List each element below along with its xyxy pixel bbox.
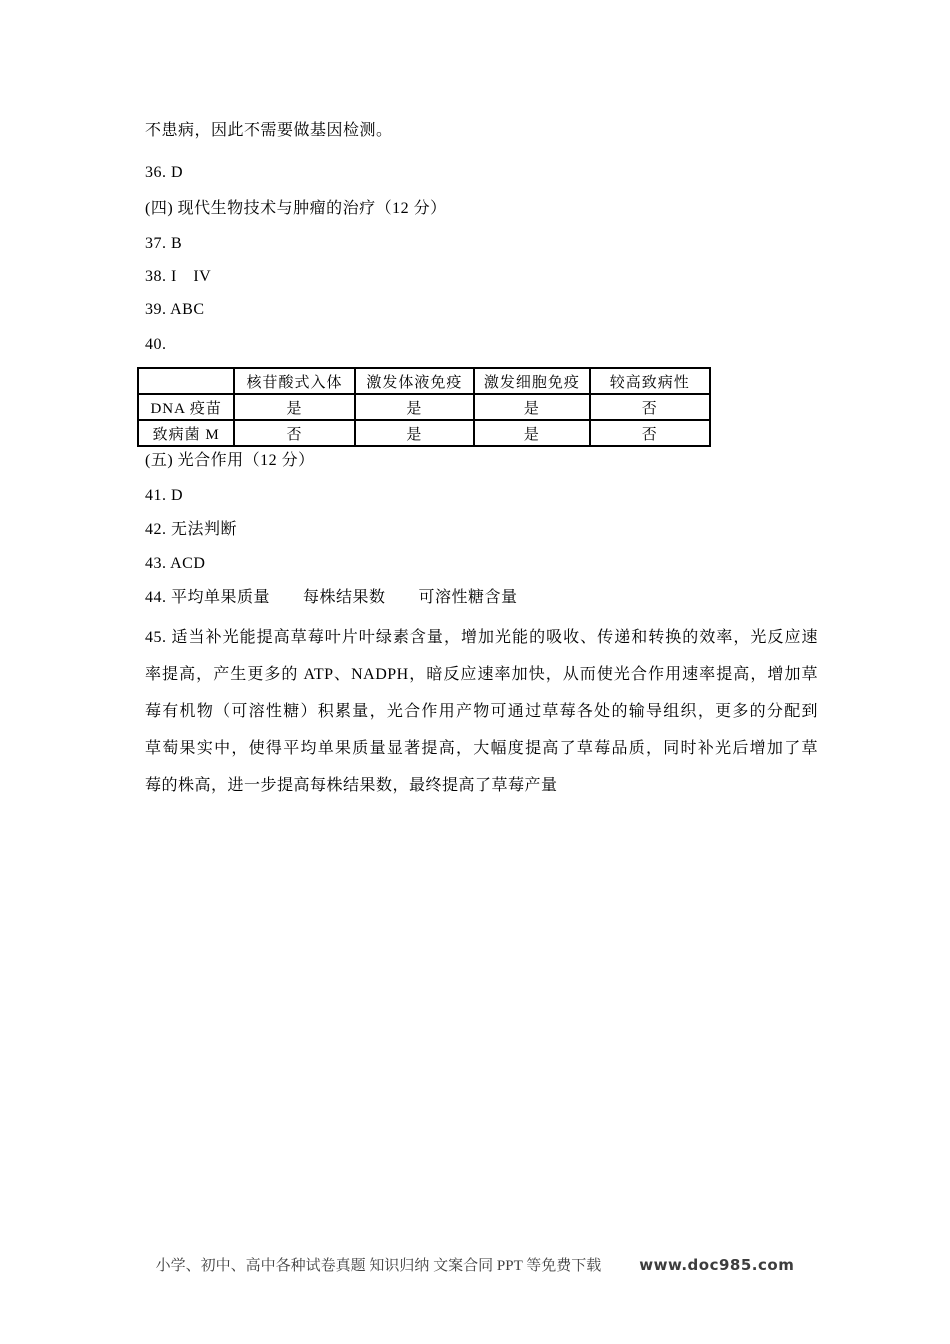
- answer-line-37: 37. B: [145, 235, 183, 252]
- table-header-row: [138, 368, 710, 394]
- section-heading-4: (四) 现代生物技术与肿瘤的治疗（12 分）: [145, 200, 447, 217]
- answer-line-41: 41. D: [145, 487, 184, 504]
- table-cell: 是: [234, 394, 354, 420]
- table-cell: 否: [234, 420, 354, 446]
- table-cell: 否: [590, 420, 710, 446]
- table-header-humoral-immunity: 激发体液免疫: [355, 368, 474, 394]
- answer-45-line: 率提高，产生更多的 ATP、NADPH，暗反应速率加快，从而使光合作用速率提高，增加草: [145, 666, 818, 683]
- answer-line-39: 39. ABC: [145, 301, 205, 318]
- table-cell: 否: [590, 394, 710, 420]
- answer-45-line: 草萄果实中，使得平均单果质量显著提高，大幅度提高了草莓品质，同时补光后增加了草: [145, 740, 818, 757]
- answer-paragraph-45: [145, 627, 818, 812]
- answer-line-40: 40.: [145, 336, 167, 353]
- question-40-answer-table: [137, 367, 711, 447]
- answer-45-line: 莓有机物（可溶性糖）积累量，光合作用产物可通过草莓各处的输导组织，更多的分配到: [145, 703, 818, 720]
- table-header-pathogenicity: 较高致病性: [590, 368, 710, 394]
- footer-promo-text: 小学、初中、高中各种试卷真题 知识归纳 文案合同 PPT 等免费下载: [155, 1258, 602, 1274]
- section-heading-5: (五) 光合作用（12 分）: [145, 452, 315, 469]
- answer-line-36: 36. D: [145, 164, 184, 181]
- answer-line-43: 43. ACD: [145, 555, 206, 572]
- answer-text-continuation: 不患病，因此不需要做基因检测。: [145, 122, 393, 139]
- answer-45-line: 45. 适当补光能提高草莓叶片叶绿素含量，增加光能的吸收、传递和转换的效率，光反应速: [145, 629, 818, 646]
- answer-45-line: 莓的株高，进一步提高每株结果数，最终提高了草莓产量: [145, 777, 558, 794]
- table-header-nucleotide: 核苷酸式入体: [234, 368, 354, 394]
- table-cell: 是: [355, 420, 474, 446]
- answer-line-42: 42. 无法判断: [145, 521, 238, 538]
- table-cell: 是: [474, 394, 589, 420]
- table-header-empty: [138, 368, 234, 394]
- table-cell: 是: [474, 420, 589, 446]
- table-header-cellular-immunity: 激发细胞免疫: [474, 368, 589, 394]
- answer-line-38: 38. I IV: [145, 268, 212, 285]
- row-label: 致病菌 M: [138, 420, 234, 446]
- table-row-pathogen-m: [138, 420, 710, 446]
- page-footer: [0, 1254, 950, 1275]
- table-cell: 是: [355, 394, 474, 420]
- answer-line-44: 44. 平均单果质量 每株结果数 可溶性糖含量: [145, 589, 518, 606]
- table-row-dna-vaccine: [138, 394, 710, 420]
- footer-website-link[interactable]: www.doc985.com: [639, 1256, 795, 1274]
- row-label: DNA 疫苗: [138, 394, 234, 420]
